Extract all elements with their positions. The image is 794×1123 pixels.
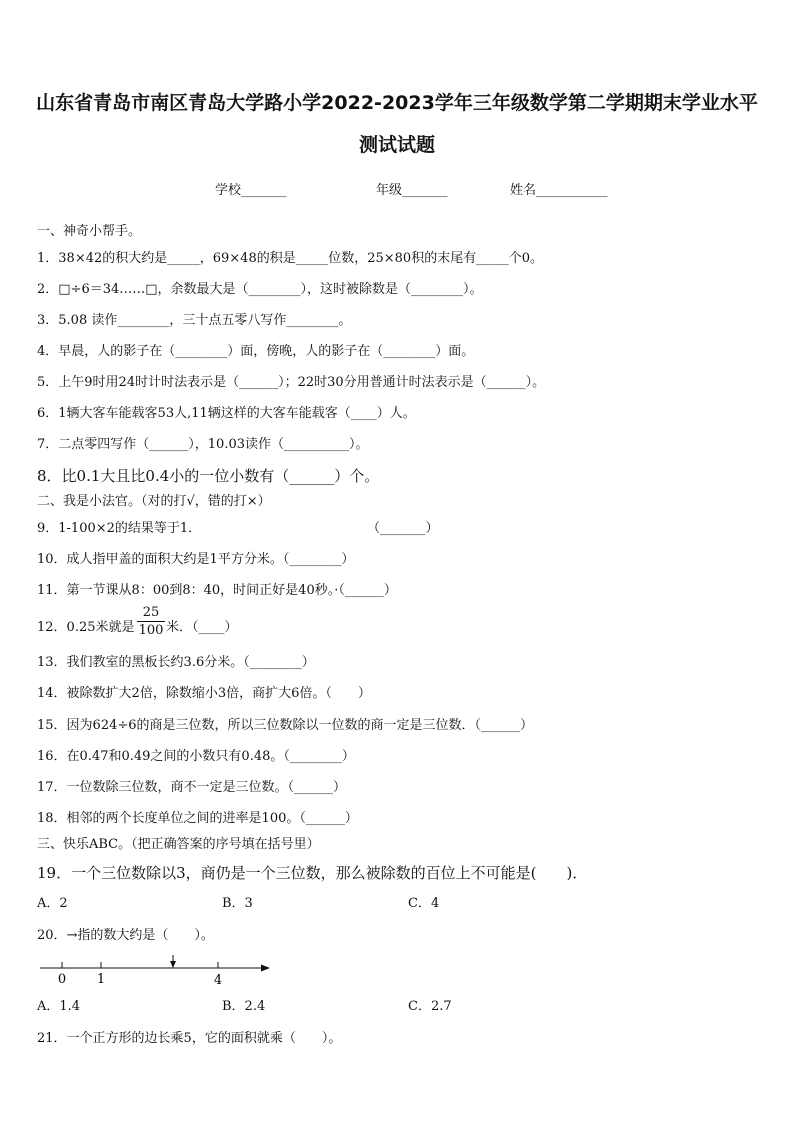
tick-label-0: 0 [57,972,67,987]
question-9: 9．1-100×2的结果等于1． [37,521,202,536]
question-8: 8．比0.1大且比0.4小的一位小数有（______）个。 [37,467,380,485]
fraction-25-100 [137,605,165,638]
question-12-prefix: 12．0.25米就是 [37,620,135,635]
question-2: 2．□÷6＝34……□，余数最大是（________），这时被除数是（________）。 [37,282,483,297]
document-title-line2: 测试试题 [358,134,435,156]
question-20: 20．→指的数大约是（ ）。 [37,928,214,943]
question-12-suffix: 米．（____） [166,620,238,635]
question-20-option-c: C．2.7 [408,999,452,1014]
tick-label-4: 4 [213,973,223,988]
question-1: 1．38×42的积大约是_____，69×48的积是_____位数，25×80积的末尾有_____个0。 [37,251,543,266]
question-14: 14．被除数扩大2倍，除数缩小3倍，商扩大6倍。（ ） [37,686,371,701]
fraction-bar [137,621,165,622]
question-20-option-b: B．2.4 [222,999,266,1014]
question-16: 16．在0.47和0.49之间的小数只有0.48。（________） [37,749,355,764]
question-9-blank: （_______） [367,521,439,536]
question-4: 4．早晨，人的影子在（________）面，傍晚，人的影子在（________）面。 [37,344,475,359]
fraction-numerator: 25 [142,605,160,620]
question-15: 15．因为624÷6的商是三位数，所以三位数除以一位数的商一定是三位数．（______） [37,718,534,733]
grade-field: 年级_______ [376,183,448,198]
question-21: 21．一个正方形的边长乘5，它的面积就乘（ ）。 [37,1031,342,1046]
tick-label-1: 1 [96,972,106,987]
number-line-arrowhead [261,965,270,972]
question-18: 18．相邻的两个长度单位之间的进率是100。（______） [37,811,358,826]
document-title-line1: 山东省青岛市南区青岛大学路小学2022-2023学年三年级数学第二学期期末学业水平 [36,92,758,114]
question-17: 17．一位数除三位数，商不一定是三位数。（______） [37,780,347,795]
number-line-figure [30,950,280,990]
question-7: 7．二点零四写作（______），10.03读作（__________）。 [37,437,369,452]
question-19-option-c: C．4 [408,896,440,911]
question-10: 10．成人指甲盖的面积大约是1平方分米。（________） [37,552,355,567]
question-11: 11．第一节课从8：00到8：40，时间正好是40秒。·（______） [37,583,397,598]
question-3: 3．5.08 读作________，三十点五零八写作________。 [37,313,352,328]
question-5: 5．上午9时用24时计时法表示是（______）；22时30分用普通计时法表示是（______）。 [37,375,546,390]
question-13: 13．我们教室的黑板长约3.6分米。（________） [37,655,315,670]
question-19: 19．一个三位数除以3，商仍是一个三位数，那么被除数的百位上不可能是( )． [37,864,588,882]
section-heading-1: 一、神奇小帮手。 [37,224,142,239]
school-field: 学校_______ [215,183,287,198]
fraction-denominator: 100 [138,623,164,638]
question-6: 6．1辆大客车能载客53人,11辆这样的大客车能载客（____）人。 [37,406,416,421]
name-field: 姓名___________ [510,183,608,198]
pointer-arrow-icon [170,961,176,968]
question-19-option-a: A．2 [37,896,68,911]
question-19-option-b: B．3 [222,896,253,911]
section-heading-2: 二、我是小法官。（对的打√，错的打×） [37,494,271,509]
section-heading-3: 三、快乐ABC。（把正确答案的序号填在括号里） [37,837,320,852]
question-20-option-a: A．1.4 [37,999,81,1014]
